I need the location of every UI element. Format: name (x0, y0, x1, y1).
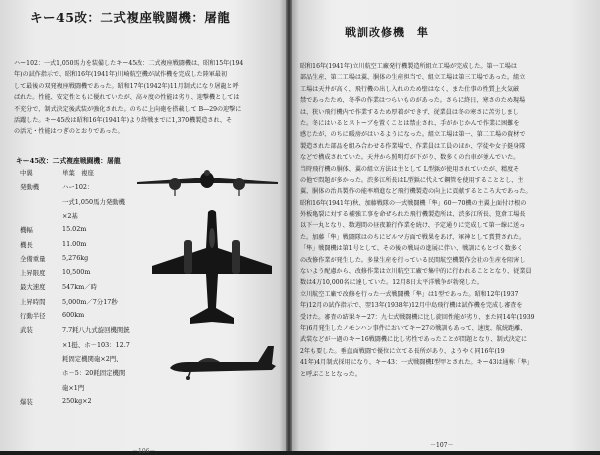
text-line: の他で問題が多かった。渋多江所長はL型鋲に代えて鋼管を使用することとし、主 (300, 176, 524, 184)
right-page-number: －107－ (430, 442, 454, 449)
spec-value: 7.7耗八九式旋回機関銃 (62, 326, 130, 335)
text-line: 受けた。審査の結果キー27：九七式戦闘機に比し旋回性能が劣り、また同14年(1939 (300, 313, 535, 321)
spec-key: 行動半径 (20, 312, 46, 320)
text-line: などで構成されていた。天井から照明灯が下がり、数多くの台車が並んでいた。 (300, 154, 520, 162)
text-line: 翼、胴体の治具製作の能率増進など飛行機製造の向上に貢献するところ大であった。 (300, 188, 532, 196)
text-line: 活躍した。キー45改は昭和16年(1941年)より終戦までに1,370機製造され、そ (14, 116, 233, 124)
right-paragraph (300, 61, 535, 380)
left-paragraph (14, 58, 243, 138)
text-line: して最後の双発複座戦闘機であった。昭和17年(1942年)11月制式になり屠龍と呼 (14, 82, 239, 90)
text-line: 禁であったため、冬季の作業はつらいものがあった。さらに終日、寒さのため現場 (300, 97, 526, 105)
spec-key: 全備重量 (20, 254, 46, 263)
text-line: 数は4万10,000名に達していた。12月8日太平洋戦争が勃発した。 (300, 279, 484, 287)
spec-key: 機長 (20, 240, 33, 249)
text-line: 年)6月発生したノモンハン事件においてキー27の戦訓もあって、速度、航続距離、 (300, 324, 527, 332)
spec-value: 10,500m (62, 268, 91, 277)
spec-key: 発動機 (20, 183, 40, 192)
spec-value: 5,000m／7分17秒 (62, 297, 118, 306)
text-line: 昭和16年(1941年)立川航空工廠発行機製造所組立工場が完成した。第一工場は (300, 63, 517, 70)
text-line: 以下一丸となり、数週間の昼夜兼行作業を続け、予定通りに完成して第一線に送っ (300, 222, 526, 230)
left-page-title: キー45改：二式複座戦闘機：屠龍 (30, 10, 231, 25)
spec-value: ホ－5：20耗固定機関 (62, 369, 126, 378)
text-line: 感じたが、のちに暖房がはいるようになった。組立工場は第一、第二工場の資材で (300, 131, 526, 139)
text-line: 立川航空工廠で改修を行った一式戦闘機「隼」は1型であった。昭和12年(1937 (300, 290, 519, 298)
spec-key: 武装 (20, 326, 33, 335)
spec-value: ×2基 (62, 211, 78, 220)
aircraft-front-view (135, 168, 280, 198)
left-page-number: －106－ (132, 448, 156, 455)
spec-key: 爆装 (20, 397, 33, 406)
spec-value: 耗固定機関砲×2門、 (62, 354, 123, 363)
spec-key: 上昇限度 (20, 269, 46, 278)
text-line: 製造された部品を組み合わせる作業場で、作業員は工員のほか、学徒や女子挺身隊 (300, 142, 526, 150)
text-line: 外板亀裂に対する補強工事を命ぜられた飛行機製造所は、渋多江所長、筧倉工場長 (300, 211, 526, 219)
text-line: 部品生産、第二工場は翼、胴体の生産担当で、組立工場は第三工場であった。組立 (300, 74, 526, 82)
text-line: は、狭い飛行機内で作業するため厚着ができず、従業員は冬の寒さに苦労しまし (300, 108, 519, 116)
spec-value: 600km (62, 311, 85, 319)
aircraft-side-view (168, 340, 278, 380)
text-line: た。冬にはいるとストーブを置くことは禁止され、手がかじかんで作業に困難を (300, 119, 520, 127)
spec-key: 最大速度 (20, 283, 46, 292)
text-line: と呼ぶこととなった。 (300, 370, 361, 378)
text-line: ないよう配慮から、改修作業は立川航空工廠で集中的に行われることとなり、従業員 (300, 268, 532, 276)
spec-value: 5,276kg (62, 253, 89, 262)
spec-value: 11.00m (62, 239, 87, 248)
text-line: た。加藤「隼」戦闘隊はのちにビルマ方面で戦果をあげ、軍神として賞賛された。 (300, 233, 526, 241)
book-gutter (286, 0, 292, 451)
spec-value: ×1挺、ホ－103：12.7 (62, 340, 130, 349)
spec-key: 機幅 (20, 226, 33, 235)
text-line: ばれた。性能、安定性ともに優れていたが、高々度の性能は劣り、迎撃機としては (14, 94, 240, 102)
spec-value: 単葉 複座 (62, 169, 94, 177)
spec-value: 砲×1門 (62, 383, 85, 392)
text-line: 41年)4月制式採用になり、キー43：一式戦闘機Ⅰ型甲とされた。キー43は通称「隼」 (300, 359, 534, 367)
text-line: 工場は天井が高く、飛行機の出し入れのため壁はなく、また仕事の性質上火気厳 (300, 85, 520, 93)
text-line: 年)12月の試作指示で、翌13年(1938年)12月中島飛行機は試作機を完成し審査を (300, 302, 523, 310)
spec-title: キー45改：二式複座戦闘機：屠龍 (16, 157, 121, 165)
right-page-title: 戦訓改修機 隼 (345, 26, 429, 39)
spec-value: 一式1,050馬力発動機 (62, 197, 126, 206)
spec-value: 547km／時 (62, 283, 97, 292)
spec-value: 250kg×2 (62, 396, 92, 405)
text-line: 「隼」戦闘機は第1号として、その後の戦局の進展に伴い、戦訓にもとづく数多く (300, 245, 524, 253)
text-line: ハー102：一式1,050馬力を装備したキー45改：二式複座戦闘機は、昭和15年(194 (14, 60, 244, 67)
text-line: の活元・性能はつぎのとおりであった。 (14, 128, 124, 136)
spec-value: 15.02m (62, 225, 87, 234)
text-line: 武装などが一過のキー16戦闘機に比し劣性であったことが問題となり、制式決定に (300, 336, 528, 344)
text-line: 当時飛行機の胴体、翼の組立方法は主として L型鋲が使用されていたが、精度そ (300, 165, 520, 173)
text-line: 2年も要した。垂直面戦闘で優位に立てる長所があり、ようやく同16年(19 (300, 347, 505, 355)
text-line: 年)の試作指示で、昭和16年(1941年)川崎航空機が試作機を完成した陸軍最初 (14, 71, 228, 79)
aircraft-top-view (150, 208, 275, 333)
spec-key: 中翼 (20, 169, 33, 177)
spec-key: 上昇時間 (20, 297, 46, 306)
text-line: 昭和16年(1941年)秋、加藤戦隊の一式戦闘機「隼」60～70機の主翼上面付け根の (300, 199, 527, 207)
text-line: の改修作業が発生した。多量生産を行っている民間航空機製作会社の生産を阻害し (300, 256, 526, 264)
spec-value: ハー102： (62, 183, 94, 192)
text-line: 不充分で、制式決定後武装が強化された。のちに上向砲を搭載して B―29の迎撃に (14, 105, 242, 113)
